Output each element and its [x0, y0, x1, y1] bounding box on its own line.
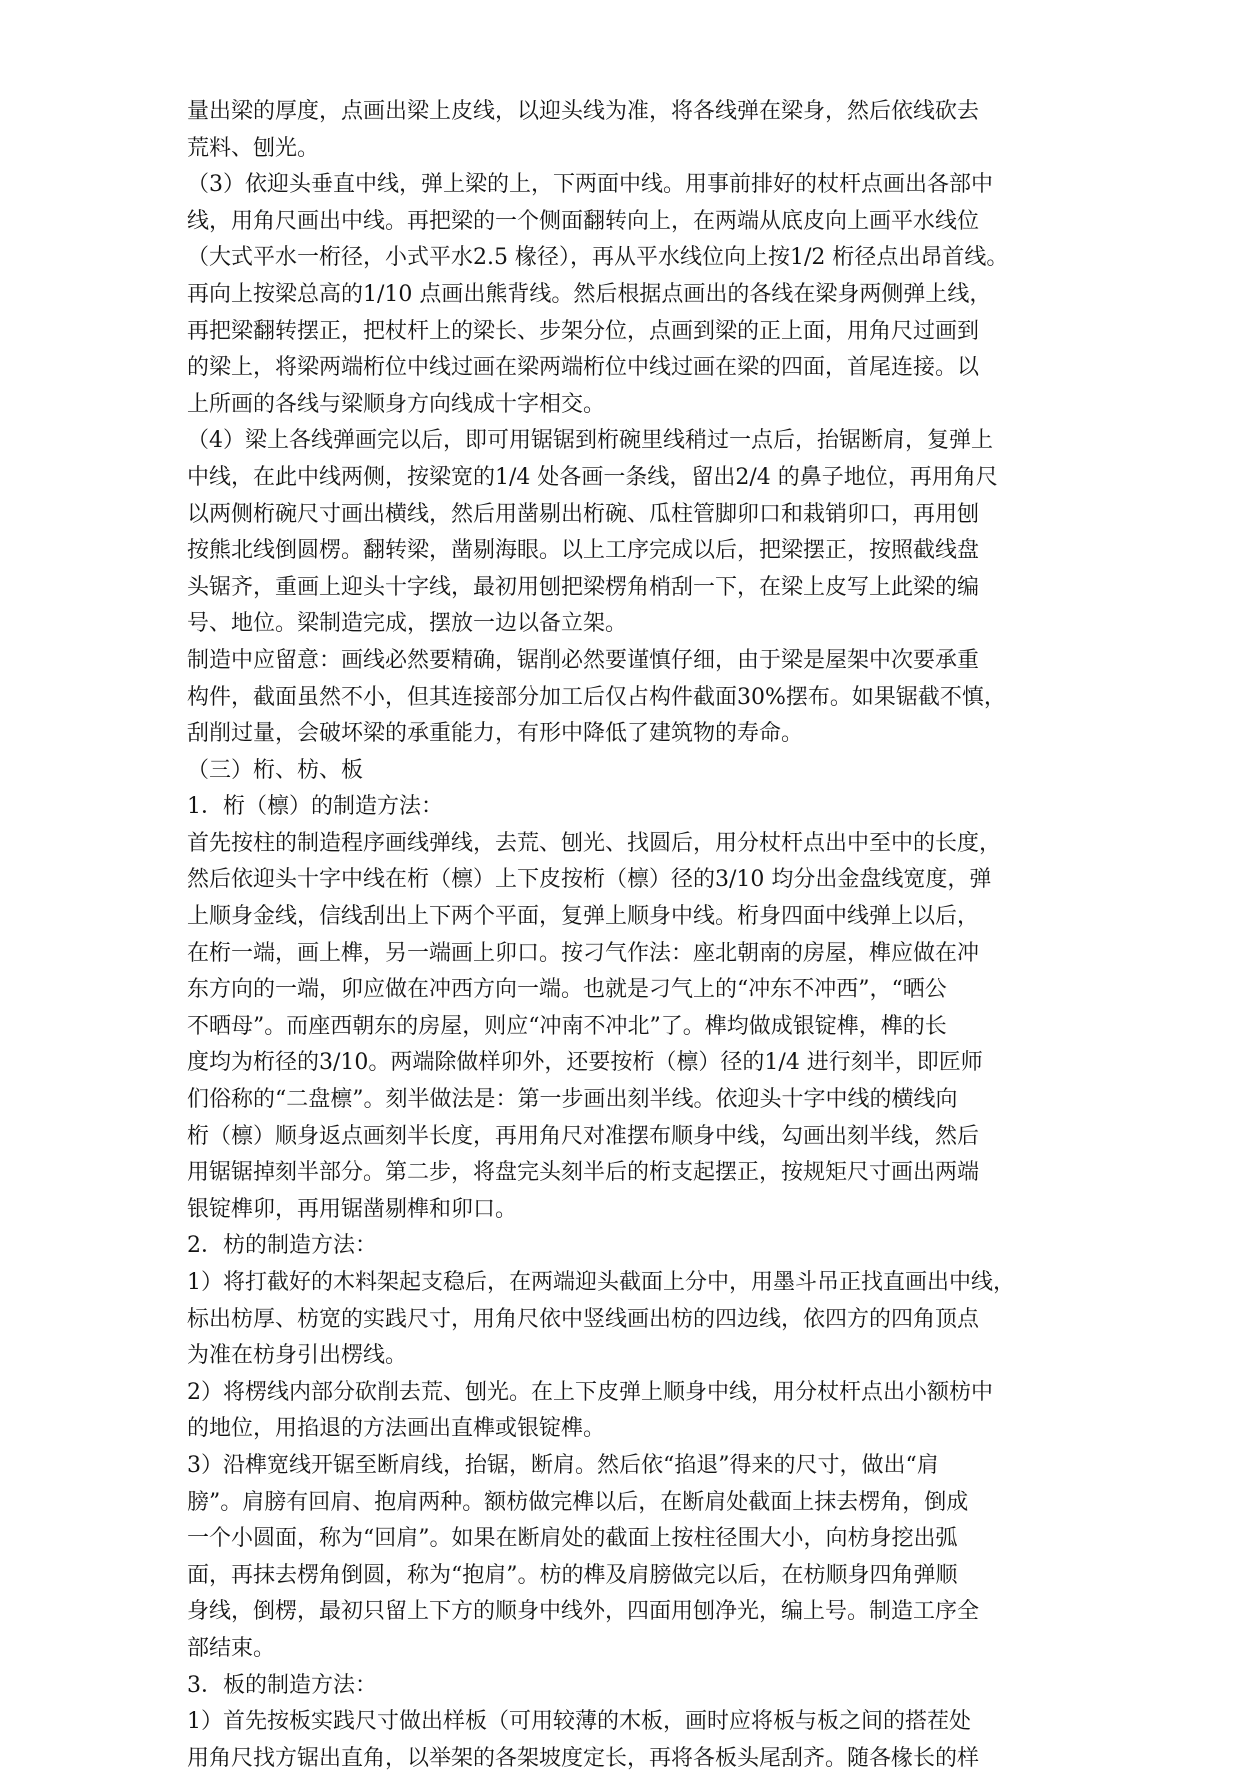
text-line-37: 的地位，用掐退的方法画出直榫或银锭榫。 [187, 1416, 606, 1442]
text-line-4: 线，用角尺画出中线。再把梁的一个侧面翻转向上，在两端从底皮向上画平水线位 [187, 208, 980, 234]
document-body [187, 94, 1067, 1777]
text-line-13: 按熊北线倒圆楞。翻转梁，凿剔海眼。以上工序完成以后，把梁摆正，按照截线盘 [187, 538, 980, 564]
text-line-42: 身线，倒楞，最初只留上下方的顺身中线外，四面用刨净光，编上号。制造工序全 [187, 1599, 980, 1625]
subheading-purlin: 1．桁（檩）的制造方法： [187, 794, 443, 820]
text-line-39: 膀”。肩膀有回肩、抱肩两种。额枋做完榫以后，在断肩处截面上抹去楞角，倒成 [187, 1489, 969, 1515]
text-line-10: （4）梁上各线弹画完以后，即可用锯锯到桁碗里线稍过一点后，抬锯断肩，复弹上 [187, 428, 993, 454]
text-line-46: 用角尺找方锯出直角，以举架的各架坡度定长，再将各板头尾刮齐。随各椽长的样 [187, 1745, 980, 1771]
subheading-board: 3．板的制造方法： [187, 1672, 377, 1698]
text-line-27: 度均为桁径的3/10。两端除做样卯外，还要按桁（檩）径的1/4 进行刻半，即匠师 [187, 1050, 983, 1076]
text-line-11: 中线，在此中线两侧，按梁宽的1/4 处各画一条线，留出2/4 的鼻子地位，再用角尺 [187, 464, 998, 490]
text-line-12: 以两侧桁碗尺寸画出横线，然后用凿剔出桁碗、瓜柱管脚卯口和栽销卯口，再用刨 [187, 501, 980, 527]
text-line-25: 东方向的一端，卯应做在冲西方向一端。也就是刁气上的“冲东不冲西”，“晒公 [187, 977, 947, 1003]
text-line-45: 1）首先按板实践尺寸做出样板（可用较薄的木板，画时应将板与板之间的搭茬处 [187, 1709, 971, 1735]
text-line-21: 首先按柱的制造程序画线弹线，去荒、刨光、找圆后，用分杖杆点出中至中的长度， [187, 830, 1002, 856]
text-line-29: 桁（檩）顺身返点画刻半长度，再用角尺对准摆布顺身中线，勾画出刻半线，然后 [187, 1123, 980, 1149]
text-line-31: 银锭榫卯，再用锯凿剔榫和卯口。 [187, 1196, 518, 1222]
text-line-40: 一个小圆面，称为“回肩”。如果在断肩处的截面上按柱径围大小，向枋身挖出弧 [187, 1526, 958, 1552]
text-line-1: 量出梁的厚度，点画出梁上皮线，以迎头线为准，将各线弹在梁身，然后依线砍去 [187, 99, 980, 124]
text-line-41: 面，再抹去楞角倒圆，称为“抱肩”。枋的榫及肩膀做完以后，在枋顺身四角弹顺 [187, 1562, 958, 1588]
text-line-38: 3）沿榫宽线开锯至断肩线，抬锯，断肩。然后依“掐退”得来的尺寸，做出“肩 [187, 1452, 939, 1478]
subheading-fang: 2．枋的制造方法： [187, 1233, 377, 1259]
text-line-24: 在桁一端，画上榫，另一端画上卯口。按刁气作法：座北朝南的房屋，榫应做在冲 [187, 940, 980, 966]
text-line-5: （大式平水一桁径，小式平水2.5 椽径），再从平水线位向上按1/2 桁径点出昂首线。 [187, 245, 1009, 271]
text-line-2: 荒料、刨光。 [187, 135, 320, 161]
text-line-8: 的梁上，将梁两端桁位中线过画在梁两端桁位中线过画在梁的四面，首尾连接。以 [187, 355, 980, 381]
text-line-16: 制造中应留意：画线必然要精确，锯削必然要谨慎仔细，由于梁是屋架中次要承重 [187, 647, 980, 673]
text-line-9: 上所画的各线与梁顺身方向线成十字相交。 [187, 391, 606, 417]
text-line-7: 再把梁翻转摆正，把杖杆上的梁长、步架分位，点画到梁的正上面，用角尺过画到 [187, 318, 980, 344]
text-line-22: 然后依迎头十字中线在桁（檩）上下皮按桁（檩）径的3/10 均分出金盘线宽度，弹 [187, 867, 992, 893]
text-line-26: 不晒母”。而座西朝东的房屋，则应“冲南不冲北”了。榫均做成银锭榫，榫的长 [187, 1013, 947, 1039]
text-line-36: 2）将楞线内部分砍削去荒、刨光。在上下皮弹上顺身中线，用分杖杆点出小额枋中 [187, 1379, 993, 1405]
text-line-28: 们俗称的“二盘檩”。刻半做法是：第一步画出刻半线。依迎头十字中线的横线向 [187, 1087, 958, 1113]
text-line-33: 1）将打截好的木料架起支稳后，在两端迎头截面上分中，用墨斗吊正找直画出中线， [187, 1270, 1015, 1295]
text-line-43: 部结束。 [187, 1635, 276, 1661]
text-line-17: 构件，截面虽然不小，但其连接部分加工后仅占构件截面30%摆布。如果锯截不慎， [187, 684, 1006, 710]
text-line-34: 标出枋厚、枋宽的实践尺寸，用角尺依中竖线画出枋的四边线，依四方的四角顶点 [187, 1306, 980, 1332]
text-line-18: 刮削过量，会破坏梁的承重能力，有形中降低了建筑物的寿命。 [187, 721, 804, 747]
text-line-35: 为准在枋身引出楞线。 [187, 1343, 408, 1369]
text-line-14: 头锯齐，重画上迎头十字线，最初用刨把梁楞角梢刮一下，在梁上皮写上此梁的编 [187, 574, 980, 600]
text-line-6: 再向上按梁总高的1/10 点画出熊背线。然后根据点画出的各线在梁身两侧弹上线， [187, 281, 992, 307]
section-heading: （三）桁、枋、板 [187, 757, 364, 783]
text-line-23: 上顺身金线，信线刮出上下两个平面，复弹上顺身中线。桁身四面中线弹上以后， [187, 904, 980, 930]
text-line-30: 用锯锯掉刻半部分。第二步，将盘完头刻半后的桁支起摆正，按规矩尺寸画出两端 [187, 1160, 980, 1186]
text-line-3: （3）依迎头垂直中线，弹上梁的上，下两面中线。用事前排好的杖杆点画出各部中 [187, 172, 993, 198]
text-line-15: 号、地位。梁制造完成，摆放一边以备立架。 [187, 611, 628, 637]
